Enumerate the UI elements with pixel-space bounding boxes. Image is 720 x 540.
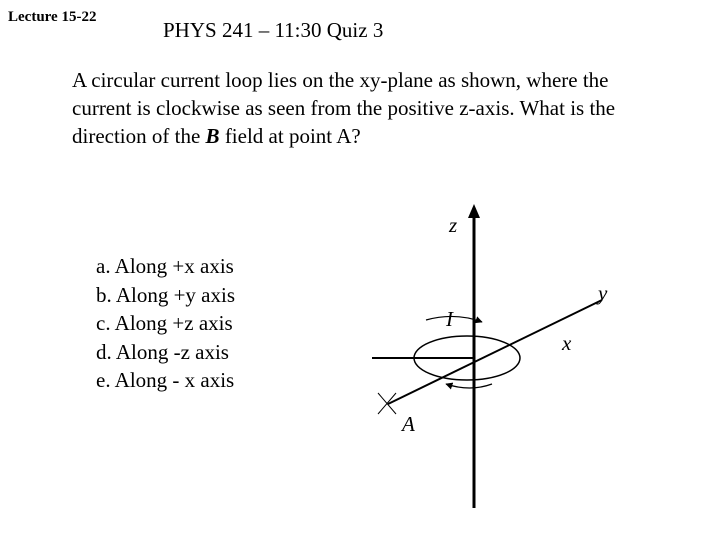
lecture-label: Lecture 15-22 (8, 9, 97, 25)
point-a-label: A (402, 412, 415, 436)
question-part-2: field at point A? (219, 124, 361, 148)
z-axis-label: z (449, 213, 458, 237)
option-b: b. Along +y axis (96, 282, 236, 307)
z-axis-arrowhead (468, 204, 480, 218)
current-arrow-bottom (446, 384, 492, 388)
option-a: a. Along +x axis (96, 254, 234, 278)
option-d: d. Along -z axis (96, 339, 229, 364)
y-axis-label: y (598, 281, 608, 305)
x-axis-label: x (562, 331, 572, 355)
current-label: I (446, 307, 453, 331)
quiz-title: PHYS 241 – 11:30 Quiz 3 (163, 18, 384, 42)
option-e: e. Along - x axis (96, 368, 235, 392)
option-c: c. Along +z axis (96, 311, 233, 335)
question-bold-b: B (205, 124, 220, 148)
question-part-1: A circular current loop lies on the xy-plane as shown, where the current is clockwise as seen from the positive z-axis. What is the direction of the (72, 68, 616, 148)
